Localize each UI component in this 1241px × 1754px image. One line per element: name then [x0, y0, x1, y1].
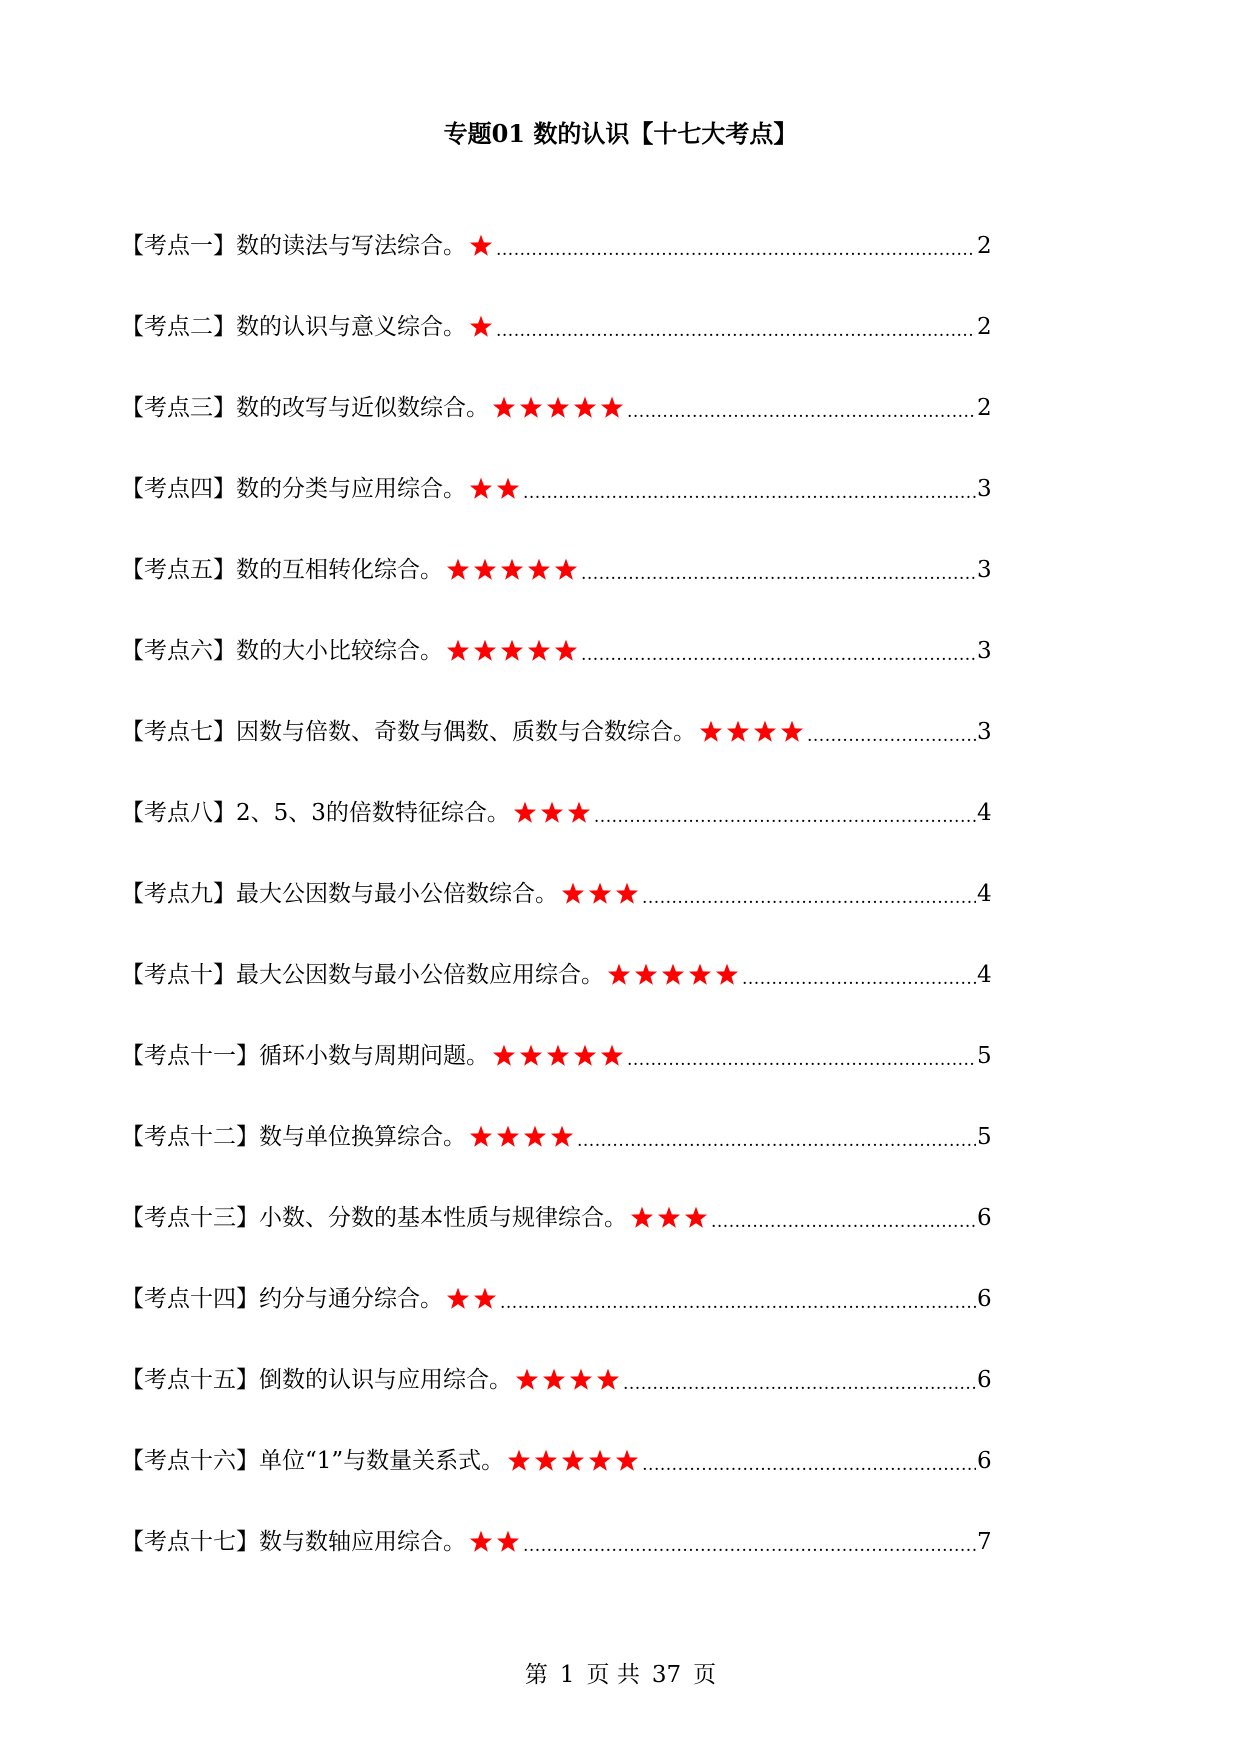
- star-icon: [468, 1124, 494, 1150]
- toc-entry[interactable]: [121, 747, 991, 828]
- dot-leader: [642, 879, 976, 909]
- dot-leader: [642, 1446, 976, 1476]
- star-icon: [468, 233, 494, 259]
- difficulty-stars: [514, 1365, 622, 1395]
- dot-leader: [807, 717, 976, 747]
- toc-page-number: 4: [977, 962, 992, 988]
- toc-entry[interactable]: [121, 261, 991, 342]
- star-icon: [614, 881, 640, 907]
- difficulty-stars: [468, 1122, 576, 1152]
- difficulty-stars: [445, 555, 580, 585]
- star-icon: [714, 962, 740, 988]
- footer-middle: 页 共: [586, 1662, 640, 1688]
- star-icon: [587, 1448, 613, 1474]
- star-icon: [725, 719, 751, 745]
- toc-entry-label: 【考点十五】倒数的认识与应用综合。: [121, 1367, 512, 1393]
- toc-entry-label: 【考点十二】数与单位换算综合。: [121, 1124, 466, 1150]
- star-icon: [572, 395, 598, 421]
- star-icon: [566, 800, 592, 826]
- star-icon: [549, 1124, 575, 1150]
- toc-entry-label: 【考点九】最大公因数与最小公倍数综合。: [121, 881, 558, 907]
- dot-leader: [581, 555, 976, 585]
- difficulty-stars: [468, 474, 522, 504]
- toc-page-number: 3: [977, 719, 992, 745]
- star-icon: [633, 962, 659, 988]
- toc-page-number: 3: [977, 476, 992, 502]
- toc-entry-label: 【考点三】数的改写与近似数综合。: [121, 395, 489, 421]
- dot-leader: [711, 1203, 976, 1233]
- dot-leader: [523, 1527, 976, 1557]
- star-icon: [514, 1367, 540, 1393]
- difficulty-stars: [506, 1446, 641, 1476]
- toc-page-number: 4: [977, 881, 992, 907]
- difficulty-stars: [491, 393, 626, 423]
- toc-entry[interactable]: [121, 1152, 991, 1233]
- star-icon: [445, 1286, 471, 1312]
- page-footer: [0, 1660, 1241, 1690]
- star-icon: [499, 638, 525, 664]
- difficulty-stars: [698, 717, 806, 747]
- toc-entry[interactable]: [121, 585, 991, 666]
- dot-leader: [627, 393, 976, 423]
- toc-entry-label: 【考点十六】单位“1”与数量关系式。: [121, 1448, 505, 1474]
- star-icon: [687, 962, 713, 988]
- footer-prefix: 第: [524, 1662, 548, 1688]
- toc-entry[interactable]: [121, 1395, 991, 1476]
- star-icon: [560, 1448, 586, 1474]
- dot-leader: [496, 231, 976, 261]
- star-icon: [518, 1043, 544, 1069]
- star-icon: [526, 638, 552, 664]
- toc-entry-label: 【考点七】因数与倍数、奇数与偶数、质数与合数综合。: [121, 719, 696, 745]
- star-icon: [506, 1448, 532, 1474]
- toc-page-number: 4: [977, 800, 992, 826]
- star-icon: [606, 962, 632, 988]
- toc-entry[interactable]: [121, 1071, 991, 1152]
- toc-page-number: 5: [977, 1043, 992, 1069]
- star-icon: [518, 395, 544, 421]
- dot-leader: [581, 636, 976, 666]
- star-icon: [526, 557, 552, 583]
- toc-entry-label: 【考点二】数的认识与意义综合。: [121, 314, 466, 340]
- star-icon: [587, 881, 613, 907]
- star-icon: [553, 638, 579, 664]
- star-icon: [468, 476, 494, 502]
- difficulty-stars: [468, 312, 495, 342]
- dot-leader: [627, 1041, 976, 1071]
- toc-page-number: 6: [977, 1448, 992, 1474]
- star-icon: [468, 1529, 494, 1555]
- star-icon: [533, 1448, 559, 1474]
- toc-entry[interactable]: [121, 342, 991, 423]
- toc-entry-label: 【考点六】数的大小比较综合。: [121, 638, 443, 664]
- star-icon: [495, 1529, 521, 1555]
- difficulty-stars: [445, 636, 580, 666]
- toc-page-number: 6: [977, 1205, 992, 1231]
- toc-page-number: 5: [977, 1124, 992, 1150]
- star-icon: [541, 1367, 567, 1393]
- star-icon: [545, 1043, 571, 1069]
- toc-entry[interactable]: [121, 909, 991, 990]
- toc-entry-label: 【考点八】2、5、3的倍数特征综合。: [121, 800, 510, 826]
- difficulty-stars: [468, 1527, 522, 1557]
- star-icon: [472, 557, 498, 583]
- difficulty-stars: [512, 798, 593, 828]
- star-icon: [683, 1205, 709, 1231]
- toc-entry[interactable]: [121, 504, 991, 585]
- star-icon: [599, 395, 625, 421]
- star-icon: [560, 881, 586, 907]
- star-icon: [629, 1205, 655, 1231]
- toc-page-number: 2: [977, 233, 992, 259]
- difficulty-stars: [445, 1284, 499, 1314]
- toc-entry[interactable]: [121, 828, 991, 909]
- star-icon: [495, 1124, 521, 1150]
- star-icon: [522, 1124, 548, 1150]
- star-icon: [595, 1367, 621, 1393]
- toc-page-number: 2: [977, 314, 992, 340]
- star-icon: [445, 557, 471, 583]
- toc-entry[interactable]: [121, 1476, 991, 1557]
- page-title: 专题01 数的认识【十七大考点】: [443, 119, 798, 148]
- star-icon: [599, 1043, 625, 1069]
- difficulty-stars: [606, 960, 741, 990]
- star-icon: [614, 1448, 640, 1474]
- star-icon: [572, 1043, 598, 1069]
- dot-leader: [496, 312, 976, 342]
- toc-entry-label: 【考点十】最大公因数与最小公倍数应用综合。: [121, 962, 604, 988]
- toc-entry[interactable]: [121, 1314, 991, 1395]
- star-icon: [472, 1286, 498, 1312]
- toc-entry-label: 【考点十四】约分与通分综合。: [121, 1286, 443, 1312]
- star-icon: [545, 395, 571, 421]
- difficulty-stars: [468, 231, 495, 261]
- dot-leader: [623, 1365, 976, 1395]
- dot-leader: [742, 960, 976, 990]
- dot-leader: [523, 474, 976, 504]
- star-icon: [656, 1205, 682, 1231]
- star-icon: [698, 719, 724, 745]
- footer-current-page: 1: [559, 1662, 575, 1688]
- star-icon: [472, 638, 498, 664]
- star-icon: [491, 395, 517, 421]
- star-icon: [512, 800, 538, 826]
- star-icon: [539, 800, 565, 826]
- star-icon: [491, 1043, 517, 1069]
- toc-entry-label: 【考点四】数的分类与应用综合。: [121, 476, 466, 502]
- toc-entry-label: 【考点十七】数与数轴应用综合。: [121, 1529, 466, 1555]
- toc-page-number: 3: [977, 557, 992, 583]
- star-icon: [752, 719, 778, 745]
- star-icon: [568, 1367, 594, 1393]
- star-icon: [468, 314, 494, 340]
- toc-entry[interactable]: [121, 180, 991, 261]
- dot-leader: [500, 1284, 976, 1314]
- difficulty-stars: [491, 1041, 626, 1071]
- toc-page-number: 3: [977, 638, 992, 664]
- toc-entry-label: 【考点十一】循环小数与周期问题。: [121, 1043, 489, 1069]
- star-icon: [495, 476, 521, 502]
- toc-entry-label: 【考点五】数的互相转化综合。: [121, 557, 443, 583]
- difficulty-stars: [629, 1203, 710, 1233]
- toc-entry[interactable]: [121, 423, 991, 504]
- toc-entry-label: 【考点十三】小数、分数的基本性质与规律综合。: [121, 1205, 627, 1231]
- footer-suffix: 页: [693, 1662, 717, 1688]
- toc-entry[interactable]: [121, 666, 991, 747]
- toc-page-number: 2: [977, 395, 992, 421]
- toc-entry[interactable]: [121, 1233, 991, 1314]
- dot-leader: [577, 1122, 976, 1152]
- star-icon: [445, 638, 471, 664]
- dot-leader: [594, 798, 976, 828]
- star-icon: [779, 719, 805, 745]
- table-of-contents: [121, 180, 991, 1557]
- toc-entry[interactable]: [121, 990, 991, 1071]
- toc-page-number: 6: [977, 1367, 992, 1393]
- star-icon: [553, 557, 579, 583]
- difficulty-stars: [560, 879, 641, 909]
- toc-page-number: 6: [977, 1286, 992, 1312]
- star-icon: [660, 962, 686, 988]
- footer-total-pages: 37: [651, 1662, 682, 1688]
- toc-page-number: 7: [977, 1529, 992, 1555]
- star-icon: [499, 557, 525, 583]
- toc-entry-label: 【考点一】数的读法与写法综合。: [121, 233, 466, 259]
